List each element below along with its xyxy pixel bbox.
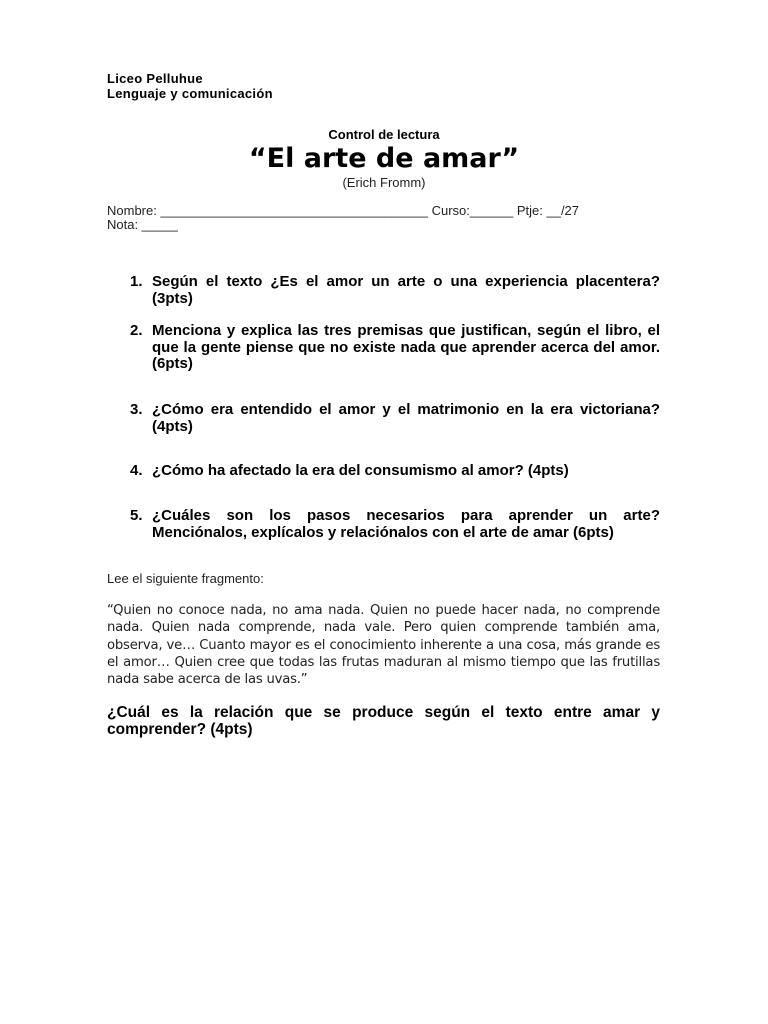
question-number: 3. xyxy=(130,401,143,418)
subject-name: Lenguaje y comunicación xyxy=(107,86,273,101)
fragment-question: ¿Cuál es la relación que se produce según el texto entre amar y comprender? (4pts) xyxy=(107,704,660,738)
question-item xyxy=(130,402,660,435)
question-item xyxy=(130,323,660,373)
question-text: ¿Cómo ha afectado la era del consumismo al amor? (4pts) xyxy=(152,462,569,479)
document-title: “El arte de amar” xyxy=(248,143,520,174)
question-number: 1. xyxy=(130,273,143,290)
fragment-quote: “Quien no conoce nada, no ama nada. Quien no puede hacer nada, no comprende nada. Quien nada comprende, nada vale. Pero quien comprende también ama, observa, ve… Cuanto mayor es el conocimiento inherente a una cosa, más grande es el amor… Quien cree que todas las frutas maduran al mismo tiempo que las frutillas nada sabe acerca de las uvas.” xyxy=(107,603,660,688)
question-text: Según el texto ¿Es el amor un arte o una experiencia placentera? (3pts) xyxy=(152,273,660,307)
question-text: ¿Cuáles son los pasos necesarios para aprender un arte? Menciónalos, explícalos y relaciónalos con el arte de amar (6pts) xyxy=(152,507,660,541)
question-item xyxy=(130,508,660,541)
question-number: 5. xyxy=(130,507,143,524)
document-kind: Control de lectura xyxy=(328,127,440,142)
fragment-intro: Lee el siguiente fragmento: xyxy=(107,571,264,586)
question-number: 4. xyxy=(130,462,143,479)
school-name: Liceo Pelluhue xyxy=(107,71,203,86)
student-form xyxy=(107,204,579,232)
question-number: 2. xyxy=(130,322,143,339)
school-header xyxy=(107,71,273,101)
document-author: (Erich Fromm) xyxy=(342,175,426,190)
question-text: Menciona y explica las tres premisas que justifican, según el libro, el que la gente piense que no existe nada que aprender acerca del amor. (6pts) xyxy=(152,322,660,372)
name-course-score-line: Nombre: _____________________________________ Curso:______ Ptje: __/27 xyxy=(107,203,580,218)
question-item xyxy=(130,274,660,307)
question-text: ¿Cómo era entendido el amor y el matrimonio en la era victoriana? (4pts) xyxy=(152,401,660,435)
question-item xyxy=(130,463,660,480)
grade-line: Nota: _____ xyxy=(107,217,178,232)
